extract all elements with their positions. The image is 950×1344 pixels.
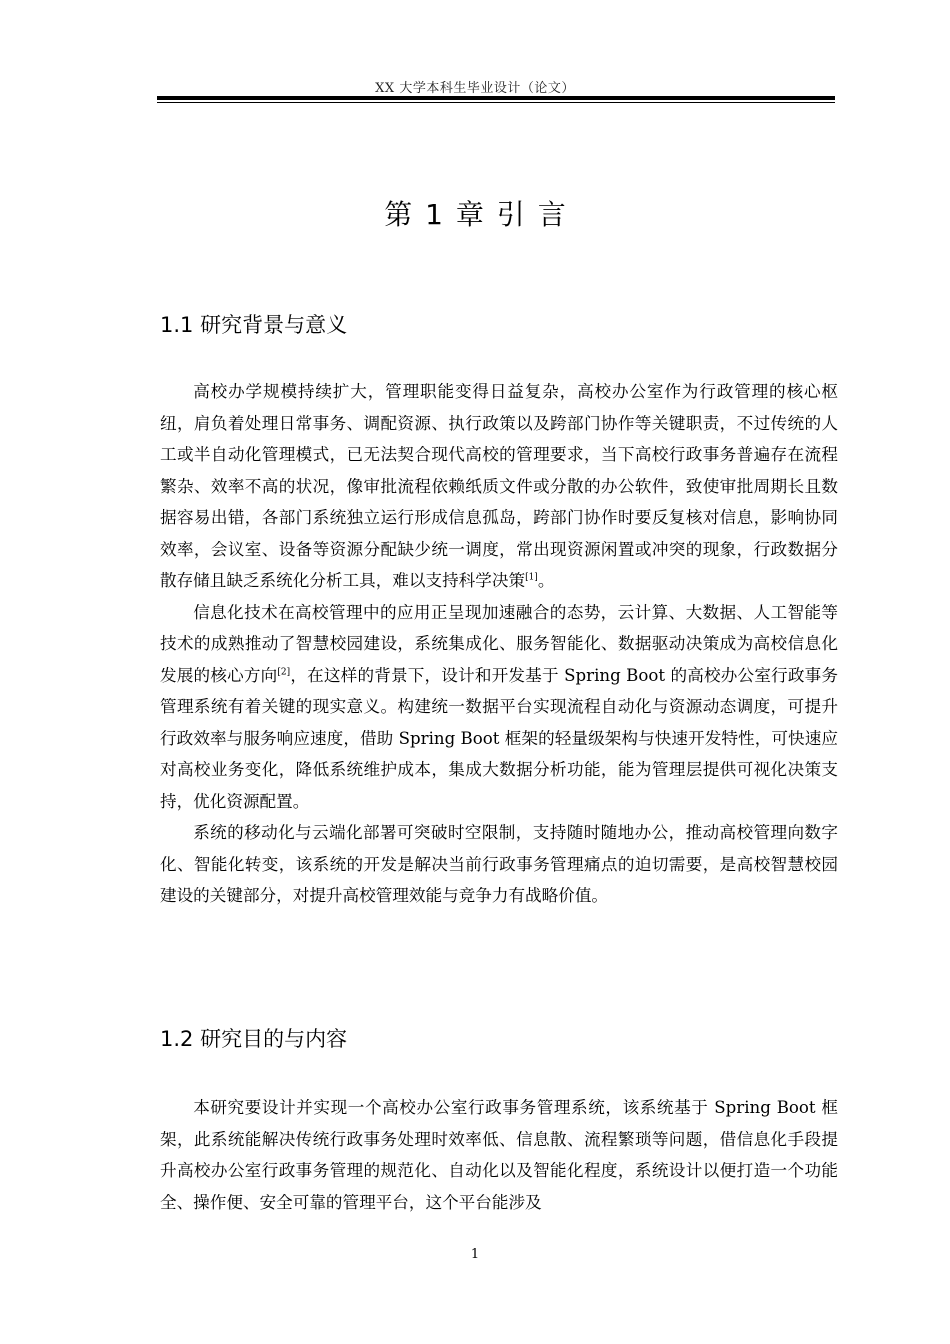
paragraph: 系统的移动化与云端化部署可突破时空限制，支持随时随地办公，推动高校管理向数字化、智能化转变，该系统的开发是解决当前行政事务管理痛点的迫切需要，是高校智慧校园建设的关键部分，对提升高校管理效能与竞争力有战略价值。 bbox=[160, 823, 838, 905]
header-rule-thick bbox=[157, 96, 835, 100]
section-heading-1-2: 1.2 研究目的与内容 bbox=[160, 1027, 348, 1051]
chapter-title: 第 1 章 引 言 bbox=[384, 198, 566, 231]
header-rule-thin bbox=[157, 102, 835, 103]
citation-ref: [2] bbox=[277, 666, 291, 677]
paragraph: 高校办学规模持续扩大，管理职能变得日益复杂，高校办公室作为行政管理的核心枢纽，肩负着处理日常事务、调配资源、执行政策以及跨部门协作等关键职责，不过传统的人工或半自动化管理模式，已无法契合现代高校的管理要求，当下高校行政事务普遍存在流程繁杂、效率不高的状况，像审批流程依赖纸质文件或分散的办公软件，致使审批周期长且数据容易出错，各部门系统独立运行形成信息孤岛，跨部门协作时要反复核对信息，影响协同效率，会议室、设备等资源分配缺少统一调度，常出现资源闲置或冲突的现象，行政数据分散存储且缺乏系统化分析工具，难以支持科学决策[1]。 bbox=[160, 382, 838, 590]
section-heading-1-1: 1.1 研究背景与意义 bbox=[160, 313, 348, 337]
citation-ref: [1] bbox=[525, 572, 538, 583]
page-number: 1 bbox=[470, 1247, 480, 1262]
running-header: XX 大学本科生毕业设计（论文） bbox=[375, 81, 575, 96]
paragraph: 信息化技术在高校管理中的应用正呈现加速融合的态势，云计算、大数据、人工智能等技术的成熟推动了智慧校园建设，系统集成化、服务智能化、数据驱动决策成为高校信息化发展的核心方向[2]，在这样的背景下，设计和开发基于 Spring Boot 的高校办公室行政事务管理系统有着关键的现实意义。构建统一数据平台实现流程自动化与资源动态调度，可提升行政效率与服务响应速度，借助 Spring Boot 框架的轻量级架构与快速开发特性，可快速应对高校业务变化，降低系统维护成本，集成大数据分析功能，能为管理层提供可视化决策支持，优化资源配置。 bbox=[160, 602, 838, 811]
section-1-1-body bbox=[160, 376, 838, 912]
section-1-2-body bbox=[160, 1092, 838, 1218]
paragraph: 本研究要设计并实现一个高校办公室行政事务管理系统，该系统基于 Spring Boot 框架，此系统能解决传统行政事务处理时效率低、信息散、流程繁琐等问题，借信息化手段提升高校办公室行政事务管理的规范化、自动化以及智能化程度，系统设计以便打造一个功能全、操作便、安全可靠的管理平台，这个平台能涉及 bbox=[160, 1098, 838, 1212]
